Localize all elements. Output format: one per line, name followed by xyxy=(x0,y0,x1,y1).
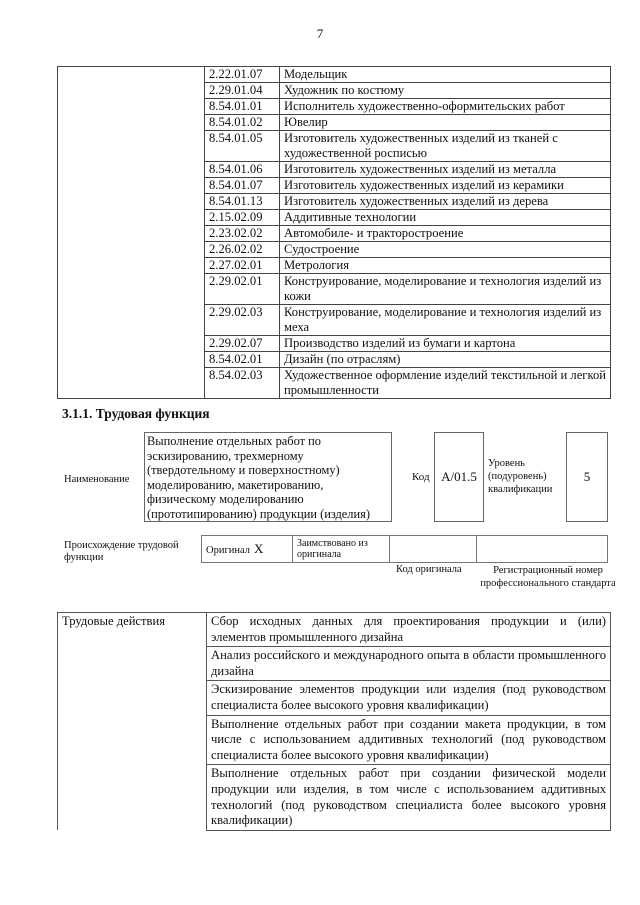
specialty-code: 8.54.01.02 xyxy=(205,115,280,131)
specialty-name: Судостроение xyxy=(280,242,611,258)
origin-reg-caption: Регистрационный номер профессионального стандарта xyxy=(480,565,616,589)
function-name-value: Выполнение отдельных работ по эскизированию, трехмерному (твердотельному и поверхностному) моделированию, макетированию, физическому моделированию (прототипированию) продукции (изделия) xyxy=(144,432,392,522)
specialty-row xyxy=(58,67,611,83)
specialty-name: Художественное оформление изделий текстильной и легкой промышленности xyxy=(280,368,611,399)
specialty-code: 8.54.01.06 xyxy=(205,162,280,178)
specialty-name: Изготовитель художественных изделий из дерева xyxy=(280,194,611,210)
labor-actions-table xyxy=(57,612,611,831)
specialty-code: 8.54.01.07 xyxy=(205,178,280,194)
specialty-name: Дизайн (по отраслям) xyxy=(280,352,611,368)
specialty-code: 8.54.01.01 xyxy=(205,99,280,115)
qualification-level-value: 5 xyxy=(566,432,608,522)
level-label: Уровень (подуровень) квалификации xyxy=(488,458,553,495)
function-code-value: A/01.5 xyxy=(434,432,484,522)
origin-borrowed-cell: Заимствовано из оригинала xyxy=(293,536,390,563)
specialty-name: Аддитивные технологии xyxy=(280,210,611,226)
specialty-name: Автомобиле- и тракторостроение xyxy=(280,226,611,242)
specialty-name: Исполнитель художественно-оформительских работ xyxy=(280,99,611,115)
specialty-code: 8.54.01.05 xyxy=(205,131,280,162)
specialty-code: 2.29.02.01 xyxy=(205,274,280,305)
labor-action-text: Анализ российского и международного опыта в области промышленного дизайна xyxy=(207,647,611,681)
specialty-name: Производство изделий из бумаги и картона xyxy=(280,336,611,352)
blank-cell xyxy=(58,67,205,399)
page-number: 7 xyxy=(316,26,324,41)
specialty-code: 2.22.01.07 xyxy=(205,67,280,83)
specialty-name: Ювелир xyxy=(280,115,611,131)
original-mark: X xyxy=(254,541,264,556)
origin-reg-number-cell xyxy=(477,536,608,563)
origin-table xyxy=(201,535,608,563)
labor-actions-label: Трудовые действия xyxy=(58,613,207,831)
code-label: Код xyxy=(412,471,430,483)
labor-action-text: Выполнение отдельных работ при создании макета продукции, в том числе с использованием аддитивных технологий (под руководством специалиста более высокого уровня квалификации) xyxy=(207,715,611,765)
origin-code-cell xyxy=(390,536,477,563)
specialty-name: Метрология xyxy=(280,258,611,274)
specialty-name: Модельщик xyxy=(280,67,611,83)
labor-action-row xyxy=(58,613,611,647)
specialty-name: Изготовитель художественных изделий из керамики xyxy=(280,178,611,194)
labor-action-text: Сбор исходных данных для проектирования продукции и (или) элементов промышленного дизайна xyxy=(207,613,611,647)
specialty-code: 2.29.01.04 xyxy=(205,83,280,99)
specialty-code: 2.29.02.03 xyxy=(205,305,280,336)
name-label: Наименование xyxy=(64,474,130,485)
specialty-name: Художник по костюму xyxy=(280,83,611,99)
labor-action-text: Эскизирование элементов продукции или изделия (под руководством специалиста более высокого уровня квалификации) xyxy=(207,681,611,715)
specialty-code: 8.54.02.01 xyxy=(205,352,280,368)
specialty-code: 8.54.02.03 xyxy=(205,368,280,399)
labor-action-text: Выполнение отдельных работ при создании физической модели продукции или изделия, в том числе с использованием аддитивных технологий (под руководством специалиста более высокого уровня квалификации) xyxy=(207,765,611,830)
specialty-code: 2.26.02.02 xyxy=(205,242,280,258)
origin-code-caption: Код оригинала xyxy=(396,564,462,575)
section-title: 3.1.1. Трудовая функция xyxy=(62,406,210,421)
origin-label: Происхождение трудовой функции xyxy=(64,540,179,563)
specialty-code: 2.29.02.07 xyxy=(205,336,280,352)
specialty-code: 2.15.02.09 xyxy=(205,210,280,226)
specialty-name: Изготовитель художественных изделий из металла xyxy=(280,162,611,178)
specialties-table xyxy=(57,66,611,399)
original-label: Оригинал xyxy=(206,545,250,556)
specialty-name: Изготовитель художественных изделий из тканей с художественной росписью xyxy=(280,131,611,162)
specialty-name: Конструирование, моделирование и технология изделий из кожи xyxy=(280,274,611,305)
specialty-code: 2.27.02.01 xyxy=(205,258,280,274)
specialty-code: 8.54.01.13 xyxy=(205,194,280,210)
origin-original-cell xyxy=(202,536,293,563)
specialty-name: Конструирование, моделирование и технология изделий из меха xyxy=(280,305,611,336)
specialty-code: 2.23.02.02 xyxy=(205,226,280,242)
